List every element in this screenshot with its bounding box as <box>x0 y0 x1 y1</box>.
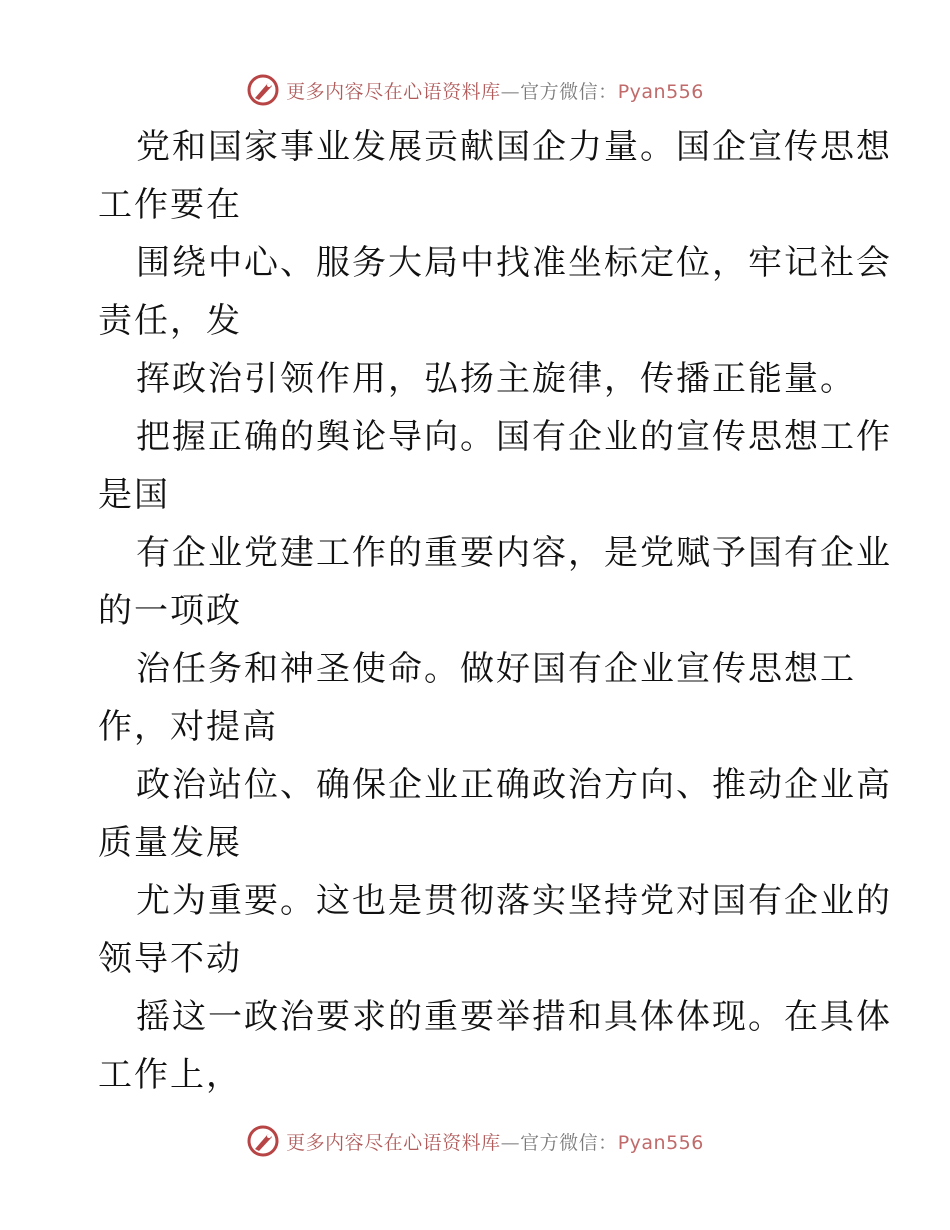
text-line: 挥政治引领作用，弘扬主旋律，传播正能量。 <box>136 359 856 399</box>
footer-watermark <box>0 1123 950 1159</box>
text-line: 工作要在 <box>98 185 242 225</box>
text-line: 的一项政 <box>98 591 242 631</box>
text-line: 工作上， <box>98 1055 242 1095</box>
text-line: 党和国家事业发展贡献国企力量。国企宣传思想 <box>136 127 892 167</box>
text-line: 作，对提高 <box>98 707 278 747</box>
watermark-text <box>286 77 704 104</box>
text-line: 是国 <box>98 475 170 515</box>
text-line: 质量发展 <box>98 823 242 863</box>
watermark-wechat-id: Pyan556 <box>617 80 704 103</box>
watermark-dash: — <box>500 80 521 103</box>
pen-nib-logo-icon <box>246 1124 280 1158</box>
watermark-brand: 更多内容尽在心语资料库 <box>286 80 501 103</box>
header-watermark <box>0 72 950 108</box>
watermark-text <box>286 1128 704 1155</box>
watermark-wechat-id: Pyan556 <box>617 1131 704 1154</box>
document-body <box>98 118 892 1104</box>
text-line: 围绕中心、服务大局中找准坐标定位，牢记社会 <box>136 243 892 283</box>
text-line: 有企业党建工作的重要内容，是党赋予国有企业 <box>136 533 892 573</box>
text-line: 治任务和神圣使命。做好国有企业宣传思想工 <box>136 649 856 689</box>
pen-nib-logo-icon <box>246 73 280 107</box>
watermark-wechat-label: 官方微信： <box>520 1131 618 1154</box>
watermark-dash: — <box>500 1131 521 1154</box>
text-line: 政治站位、确保企业正确政治方向、推动企业高 <box>136 765 892 805</box>
watermark-brand: 更多内容尽在心语资料库 <box>286 1131 501 1154</box>
watermark-wechat-label: 官方微信： <box>520 80 618 103</box>
text-line: 把握正确的舆论导向。国有企业的宣传思想工作 <box>136 417 892 457</box>
text-line: 摇这一政治要求的重要举措和具体体现。在具体 <box>136 997 892 1037</box>
text-line: 尤为重要。这也是贯彻落实坚持党对国有企业的 <box>136 881 892 921</box>
text-line: 责任，发 <box>98 301 242 341</box>
text-line: 领导不动 <box>98 939 242 979</box>
